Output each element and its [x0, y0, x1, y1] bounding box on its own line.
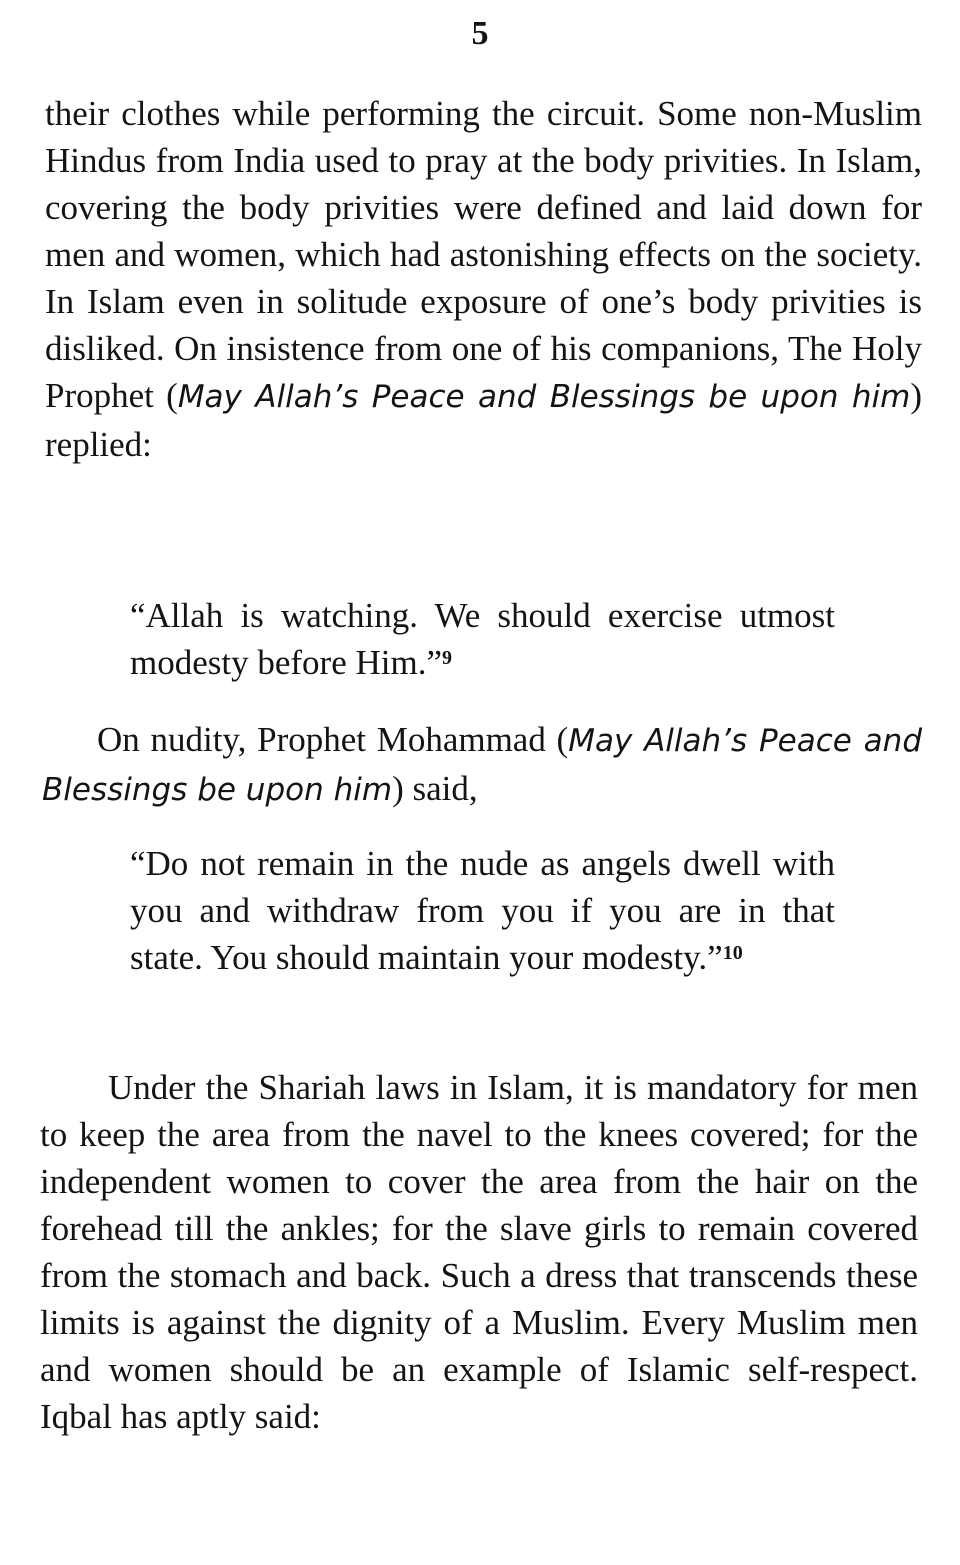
paragraph-text-end: ) said, — [392, 769, 478, 808]
footnote-marker: 9 — [442, 647, 452, 669]
footnote-marker: 10 — [722, 942, 743, 964]
paragraph-text: On nudity, Prophet Mohammad ( — [97, 720, 569, 759]
paragraph-shariah-laws — [40, 1064, 918, 1440]
paragraph-text: Under the Shariah laws in Islam, it is mandatory for men to keep the area from the navel to the knees covered; for the independent women to cover the area from the hair on the forehead till the ankles; for the slave girls to remain covered from the stomach and back. Such a dress that transcends these limits is against the dignity of a Muslim. Every Muslim men and women should be an example of Islamic self-respect. Iqbal has aptly said: — [40, 1068, 918, 1436]
quote-text: “Do not remain in the nude as angels dwell with you and withdraw from you if you are in that state. You should maintain your modesty.” — [130, 844, 835, 977]
honorific-phrase: May Allah’s Peace and Blessings be upon him — [42, 723, 923, 808]
paragraph-text-end: ) replied: — [45, 376, 922, 464]
paragraph-body-privities — [45, 90, 922, 468]
quote-allah-watching — [130, 592, 835, 686]
quote-text: “Allah is watching. We should exercise utmost modesty before Him.” — [130, 596, 835, 682]
paragraph-on-nudity — [42, 716, 922, 814]
quote-do-not-remain-nude — [130, 840, 835, 981]
paragraph-text: their clothes while performing the circuit. Some non-Muslim Hindus from India used to pray at the body privities. In Islam, covering the body privities were defined and laid down for men and women, which had astonishing effects on the society. In Islam even in solitude exposure of one’s body privities is disliked. On insistence from one of his companions, The Holy Prophet ( — [45, 94, 922, 415]
page-number: 5 — [471, 15, 489, 52]
honorific-phrase: May Allah’s Peace and Blessings be upon him — [177, 379, 911, 415]
